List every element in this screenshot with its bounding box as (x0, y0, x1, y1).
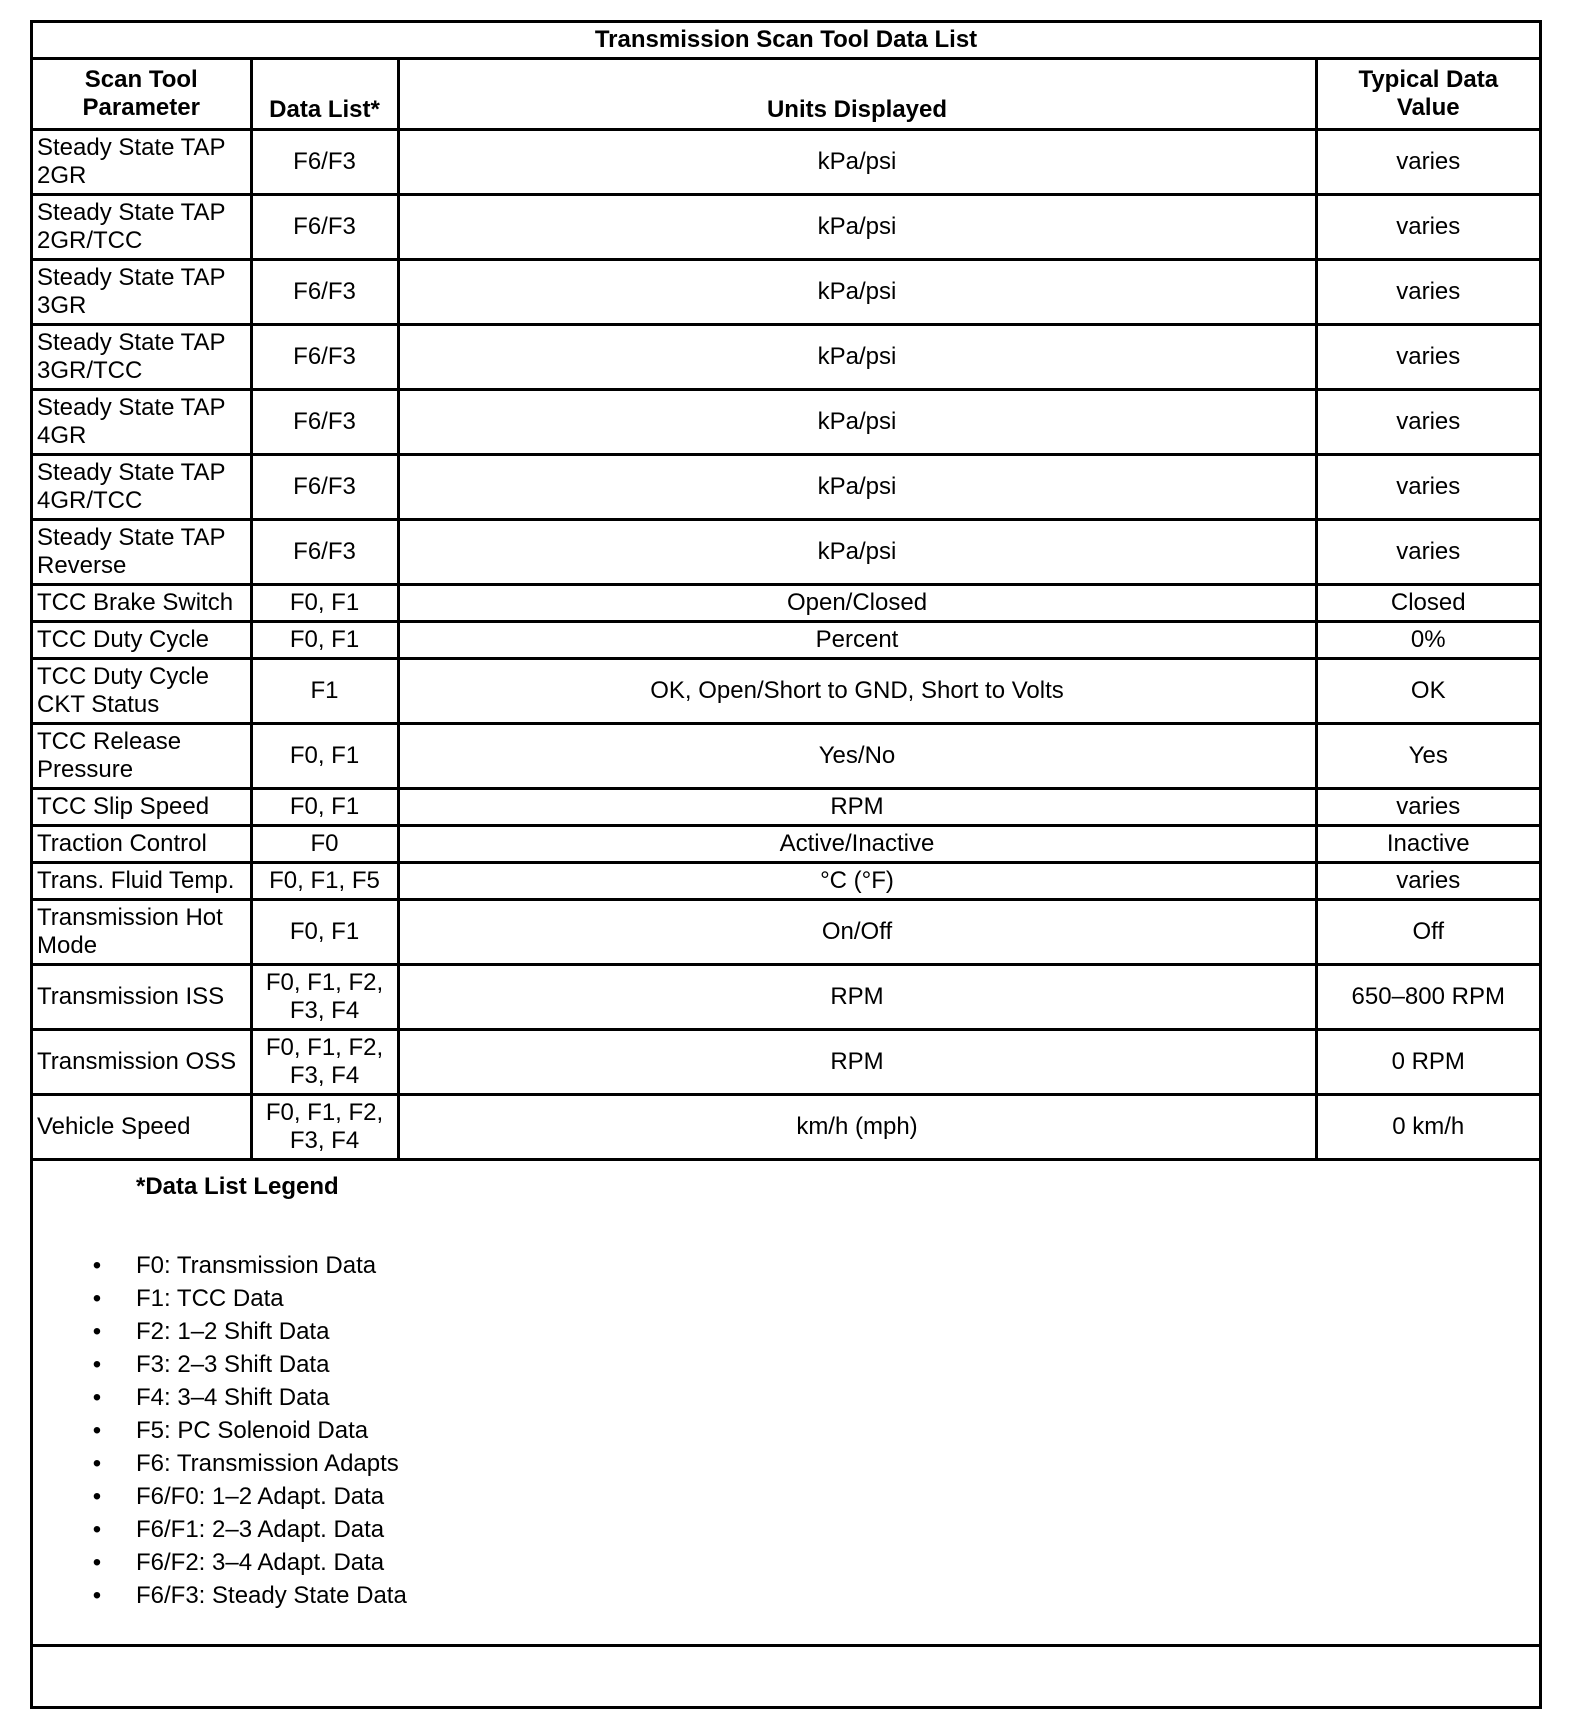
legend-item (33, 1348, 407, 1381)
data-list-line2: F3, F4 (289, 1127, 360, 1154)
cell-units: RPM (398, 1030, 1316, 1095)
cell-units: Active/Inactive (398, 826, 1316, 863)
cell-data-list (251, 195, 398, 260)
legend-item (33, 1282, 407, 1315)
header-typical-line2: Value (1396, 94, 1460, 121)
table-title: Transmission Scan Tool Data List (33, 23, 1539, 59)
cell-data-list (251, 390, 398, 455)
cell-data-list (251, 622, 398, 659)
cell-typical-value: varies (1316, 455, 1539, 520)
cell-typical-value: varies (1316, 325, 1539, 390)
cell-data-list (251, 130, 398, 195)
table-row (33, 455, 1539, 520)
cell-data-list (251, 724, 398, 789)
table-row (33, 659, 1539, 724)
data-list-line1: F6/F3 (293, 213, 356, 240)
table-row (33, 520, 1539, 585)
parameter-line1: Trans. Fluid Temp. (37, 867, 235, 894)
legend-item (33, 1414, 407, 1447)
cell-parameter (33, 789, 251, 826)
cell-parameter (33, 622, 251, 659)
parameter-line2: Reverse (37, 552, 127, 579)
cell-units: km/h (mph) (398, 1095, 1316, 1160)
cell-units: OK, Open/Short to GND, Short to Volts (398, 659, 1316, 724)
table-row (33, 900, 1539, 965)
table-row (33, 863, 1539, 900)
cell-data-list (251, 900, 398, 965)
cell-units: RPM (398, 965, 1316, 1030)
data-list-line1: F6/F3 (293, 473, 356, 500)
cell-units: Open/Closed (398, 585, 1316, 622)
cell-parameter (33, 965, 251, 1030)
bullet-icon: • (92, 1417, 102, 1444)
bullet-icon: • (92, 1516, 102, 1543)
legend-item-text: F1: TCC Data (136, 1285, 284, 1312)
legend-item-text: F0: Transmission Data (136, 1252, 377, 1279)
table-body (33, 130, 1539, 1160)
parameter-line2: CKT Status (37, 691, 160, 718)
bullet-icon: • (92, 1285, 102, 1312)
parameter-line1: TCC Release (37, 728, 182, 755)
cell-units: On/Off (398, 900, 1316, 965)
cell-units: kPa/psi (398, 195, 1316, 260)
parameter-line2: Mode (37, 932, 98, 959)
cell-data-list (251, 260, 398, 325)
table-row (33, 260, 1539, 325)
cell-parameter (33, 1095, 251, 1160)
table-row (33, 724, 1539, 789)
data-list-line1: F0, F1 (289, 589, 360, 616)
cell-data-list (251, 455, 398, 520)
legend-item-text: F6/F1: 2–3 Adapt. Data (136, 1516, 385, 1543)
parameter-line1: Vehicle Speed (37, 1113, 191, 1140)
cell-typical-value: varies (1316, 520, 1539, 585)
data-list-line1: F1 (310, 677, 339, 704)
cell-units: kPa/psi (398, 260, 1316, 325)
legend-item (33, 1480, 407, 1513)
cell-data-list (251, 325, 398, 390)
header-typical-line1: Typical Data (1358, 66, 1499, 93)
parameter-line1: Steady State TAP (37, 199, 226, 226)
legend-item (33, 1381, 407, 1414)
parameter-line1: TCC Slip Speed (37, 793, 210, 820)
legend-item-text: F6/F2: 3–4 Adapt. Data (136, 1549, 385, 1576)
cell-units: kPa/psi (398, 325, 1316, 390)
table-row (33, 965, 1539, 1030)
table-row (33, 789, 1539, 826)
cell-parameter (33, 659, 251, 724)
data-list-line1: F0, F1 (289, 742, 360, 769)
legend-item (33, 1447, 407, 1480)
bullet-icon: • (92, 1318, 102, 1345)
cell-data-list (251, 659, 398, 724)
cell-typical-value: 0 RPM (1316, 1030, 1539, 1095)
cell-parameter (33, 1030, 251, 1095)
data-list-line1: F0, F1 (289, 626, 360, 653)
cell-typical-value: OK (1316, 659, 1539, 724)
bullet-icon: • (92, 1582, 102, 1609)
table-row (33, 826, 1539, 863)
cell-parameter (33, 585, 251, 622)
header-units: Units Displayed (398, 59, 1316, 130)
parameter-line2: 4GR (37, 422, 87, 449)
table-row (33, 1095, 1539, 1160)
legend-item (33, 1579, 407, 1612)
table-row (33, 1030, 1539, 1095)
header-parameter-line2: Parameter (82, 94, 200, 121)
cell-units: Yes/No (398, 724, 1316, 789)
legend-item (33, 1513, 407, 1546)
header-parameter (33, 59, 251, 130)
bullet-icon: • (92, 1252, 102, 1279)
data-list-line1: F0, F1, F2, (265, 1099, 384, 1126)
cell-data-list (251, 863, 398, 900)
table-row (33, 130, 1539, 195)
data-list-line1: F6/F3 (293, 148, 356, 175)
data-list-line1: F0, F1 (289, 918, 360, 945)
legend-item (33, 1249, 407, 1282)
cell-data-list (251, 585, 398, 622)
bullet-icon: • (92, 1351, 102, 1378)
cell-typical-value: varies (1316, 863, 1539, 900)
legend-title: *Data List Legend (136, 1173, 339, 1200)
cell-parameter (33, 195, 251, 260)
cell-data-list (251, 826, 398, 863)
cell-data-list (251, 1030, 398, 1095)
parameter-line1: Steady State TAP (37, 329, 226, 356)
parameter-line2: 3GR/TCC (37, 357, 143, 384)
cell-parameter (33, 130, 251, 195)
cell-data-list (251, 789, 398, 826)
cell-typical-value: varies (1316, 390, 1539, 455)
legend-cell (33, 1160, 1539, 1646)
legend-list (33, 1249, 407, 1612)
parameter-line1: Steady State TAP (37, 524, 226, 551)
cell-parameter (33, 826, 251, 863)
table-row (33, 390, 1539, 455)
parameter-line1: Steady State TAP (37, 134, 226, 161)
data-list-line1: F0, F1 (289, 793, 360, 820)
cell-parameter (33, 863, 251, 900)
legend-item-text: F6/F0: 1–2 Adapt. Data (136, 1483, 385, 1510)
parameter-line2: 2GR/TCC (37, 227, 143, 254)
cell-typical-value: varies (1316, 789, 1539, 826)
data-list-line2: F3, F4 (289, 997, 360, 1024)
data-list-line1: F0, F1, F2, (265, 969, 384, 996)
legend-item-text: F3: 2–3 Shift Data (136, 1351, 330, 1378)
cell-typical-value: 0 km/h (1316, 1095, 1539, 1160)
cell-parameter (33, 724, 251, 789)
data-list-line1: F6/F3 (293, 538, 356, 565)
cell-typical-value: Inactive (1316, 826, 1539, 863)
legend-item (33, 1315, 407, 1348)
parameter-line1: Transmission ISS (37, 983, 225, 1010)
parameter-line1: TCC Brake Switch (37, 589, 234, 616)
cell-typical-value: Off (1316, 900, 1539, 965)
table-row (33, 622, 1539, 659)
legend-item-text: F4: 3–4 Shift Data (136, 1384, 330, 1411)
parameter-line2: 2GR (37, 162, 87, 189)
data-list-line1: F0, F1, F5 (269, 867, 380, 894)
cell-data-list (251, 520, 398, 585)
cell-parameter (33, 390, 251, 455)
cell-units: kPa/psi (398, 390, 1316, 455)
cell-typical-value: Yes (1316, 724, 1539, 789)
legend-item-text: F6/F3: Steady State Data (136, 1582, 407, 1609)
cell-data-list (251, 1095, 398, 1160)
parameter-line1: TCC Duty Cycle (37, 626, 210, 653)
data-list-line1: F6/F3 (293, 343, 356, 370)
header-typical-value (1316, 59, 1539, 130)
cell-units: kPa/psi (398, 455, 1316, 520)
cell-units: Percent (398, 622, 1316, 659)
legend-item-text: F2: 1–2 Shift Data (136, 1318, 330, 1345)
table-row (33, 195, 1539, 260)
cell-parameter (33, 325, 251, 390)
parameter-line2: 3GR (37, 292, 87, 319)
scan-tool-data-sheet (30, 20, 1542, 1709)
cell-typical-value: varies (1316, 130, 1539, 195)
data-list-line1: F6/F3 (293, 408, 356, 435)
bullet-icon: • (92, 1450, 102, 1477)
legend-item-text: F5: PC Solenoid Data (136, 1417, 369, 1444)
data-list-line1: F0 (310, 830, 339, 857)
data-list-line2: F3, F4 (289, 1062, 360, 1089)
cell-units: °C (°F) (398, 863, 1316, 900)
cell-data-list (251, 965, 398, 1030)
table-row (33, 325, 1539, 390)
bullet-icon: • (92, 1483, 102, 1510)
legend-item (33, 1546, 407, 1579)
cell-units: RPM (398, 789, 1316, 826)
table-row (33, 585, 1539, 622)
data-list-line1: F6/F3 (293, 278, 356, 305)
cell-parameter (33, 900, 251, 965)
cell-units: kPa/psi (398, 130, 1316, 195)
parameter-line2: Pressure (37, 756, 134, 783)
header-data-list: Data List* (251, 59, 398, 130)
parameter-line1: Transmission Hot (37, 904, 223, 931)
parameter-line1: Steady State TAP (37, 264, 226, 291)
parameter-line1: Transmission OSS (37, 1048, 237, 1075)
cell-parameter (33, 260, 251, 325)
bullet-icon: • (92, 1384, 102, 1411)
parameter-line2: 4GR/TCC (37, 487, 143, 514)
parameter-line1: Steady State TAP (37, 459, 226, 486)
legend-item-text: F6: Transmission Adapts (136, 1450, 399, 1477)
bullet-icon: • (92, 1549, 102, 1576)
cell-units: kPa/psi (398, 520, 1316, 585)
cell-parameter (33, 520, 251, 585)
cell-typical-value: varies (1316, 195, 1539, 260)
cell-typical-value: varies (1316, 260, 1539, 325)
cell-typical-value: 0% (1316, 622, 1539, 659)
parameter-line1: Steady State TAP (37, 394, 226, 421)
scan-tool-data-table (33, 23, 1539, 1647)
cell-parameter (33, 455, 251, 520)
parameter-line1: TCC Duty Cycle (37, 663, 210, 690)
data-list-line1: F0, F1, F2, (265, 1034, 384, 1061)
parameter-line1: Traction Control (37, 830, 207, 857)
cell-typical-value: 650–800 RPM (1316, 965, 1539, 1030)
column-header-row (33, 59, 1539, 130)
header-parameter-line1: Scan Tool (84, 66, 198, 93)
cell-typical-value: Closed (1316, 585, 1539, 622)
